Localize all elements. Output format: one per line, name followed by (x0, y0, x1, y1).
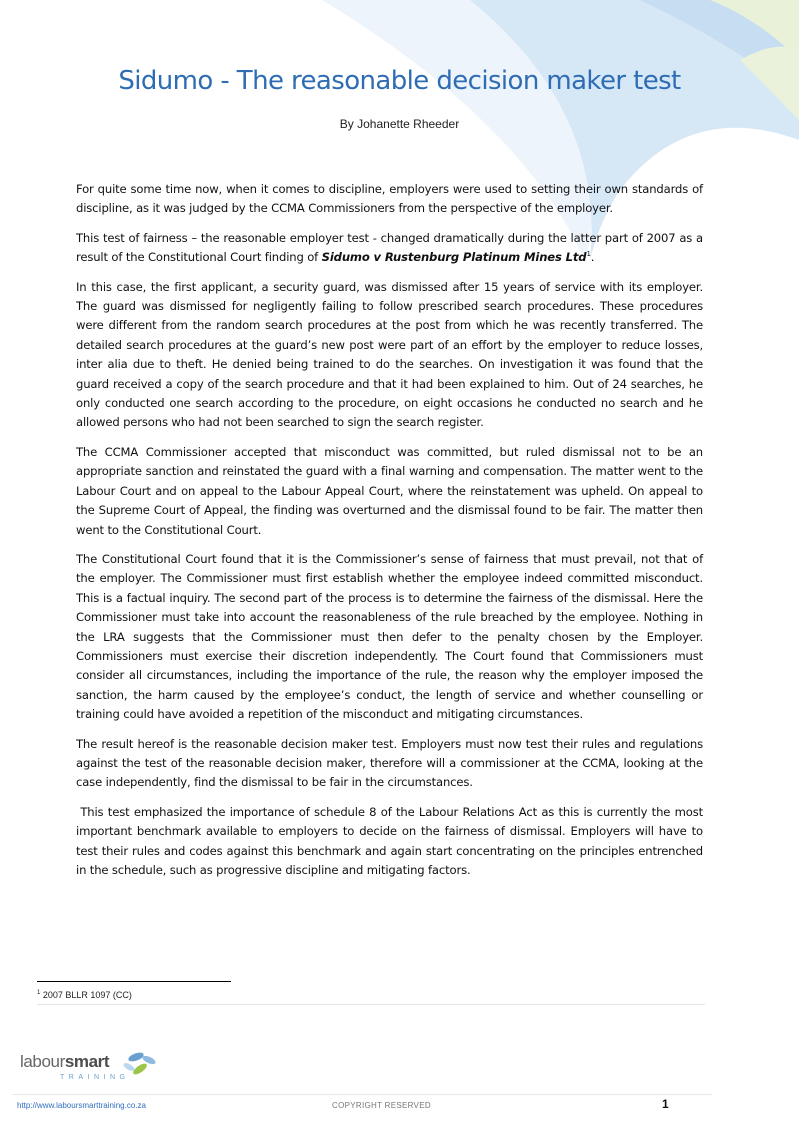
footer-rule (12, 1094, 712, 1095)
paragraph-schedule-8: This test emphasized the importance of schedule 8 of the Labour Relations Act as this is currently the most important benchmark available to employers to decide on the fairness of dismissal. Employers will have to test their rules and codes against this benchmark and again start concentrating on the principles entrenched in the schedule, such as progressive discipline and mitigating factors. (76, 804, 703, 877)
footnote-number: 1 (37, 990, 41, 996)
footnote-separator (37, 981, 231, 982)
footnote-text: 2007 BLLR 1097 (CC) (42, 990, 132, 1000)
footer-divider (37, 1004, 705, 1005)
author-byline: By Johanette Rheeder (339, 117, 460, 131)
paragraph-constitutional-court: The Constitutional Court found that it is the Commissioner’s sense of fairness that must prevail, not that of the employer. The Commissioner must first establish whether the employee indeed committed misconduct. This is a factual inquiry. The second part of the process is to determine the fairness of the dismissal. Here the Commissioner must take into account the reasonableness of the rule breached by the employee. Nothing in the LRA suggests that the Commissioner must then defer to the penalty chosen by the Employer. Commissioners must exercise their discretion independently. The Court found that Commissioners must consider all circumstances, including the importance of the rule, the reason why the employer imposed the sanction, the harm caused by the employee’s conduct, the length of service and whether counselling or training could have avoided a repetition of the misconduct and mitigating circumstances. (76, 551, 703, 722)
logo-word-dark: smart (64, 1052, 110, 1071)
paragraph-result: The result hereof is the reasonable decision maker test. Employers must now test their rules and regulations against the test of the reasonable decision maker, therefore will a commissioner at the CCMA, looking at the case independently, find the dismissal to be fair in the circumstances. (76, 736, 703, 790)
logo-wordmark (20, 1052, 109, 1072)
footnote (37, 990, 132, 1000)
copyright-notice: COPYRIGHT RESERVED (332, 1101, 431, 1110)
paragraph-text: This test of fairness – the reasonable employer test - changed dramatically during the latter part of 2007 as a result of the Constitutional Court finding of (76, 230, 703, 265)
article-body (76, 180, 703, 890)
website-link[interactable]: http://www.laboursmarttraining.co.za (17, 1101, 146, 1110)
page-number: 1 (662, 1097, 669, 1111)
logo-tagline: TRAINING (60, 1074, 130, 1081)
paragraph-intro: For quite some time now, when it comes to discipline, employers were used to setting their own standards of discipline, as it was judged by the CCMA Commissioners from the perspective of the employer. (76, 182, 703, 216)
paragraph-text: . (590, 250, 595, 265)
paragraph-test-change (76, 229, 703, 268)
logo-icon (116, 1048, 160, 1082)
paragraph-ccma-ruling: The CCMA Commissioner accepted that misconduct was committed, but ruled dismissal not to be an appropriate sanction and reinstated the guard with a final warning and compensation. The matter went to the Labour Court and on appeal to the Labour Appeal Court, where the reinstatement was upheld. On appeal to the Supreme Court of Appeal, the finding was overturned and the dismissal found to be fair. The matter then went to the Constitutional Court. (76, 444, 703, 537)
document-title: Sidumo - The reasonable decision maker test (118, 66, 681, 96)
footnote-reference[interactable]: 1 (586, 250, 591, 259)
case-name: Sidumo v Rustenburg Platinum Mines Ltd (321, 250, 587, 265)
logo-word-light: labour (20, 1052, 65, 1071)
paragraph-case-facts: In this case, the first applicant, a security guard, was dismissed after 15 years of service with its employer. The guard was dismissed for negligently failing to follow prescribed search procedures. These procedures were different from the random search procedures at the post from which he was recently transferred. The detailed search procedures at the guard’s new post were part of an effort by the employer to reduce losses, inter alia due to theft. He denied being trained to do the searches. On investigation it was found that the guard received a copy of the search procedure and that it had been explained to him. Out of 24 searches, he only conducted one search according to the procedure, on eight occasions he conducted no search and he allowed persons who had not been searched to sign the search register. (76, 279, 703, 430)
